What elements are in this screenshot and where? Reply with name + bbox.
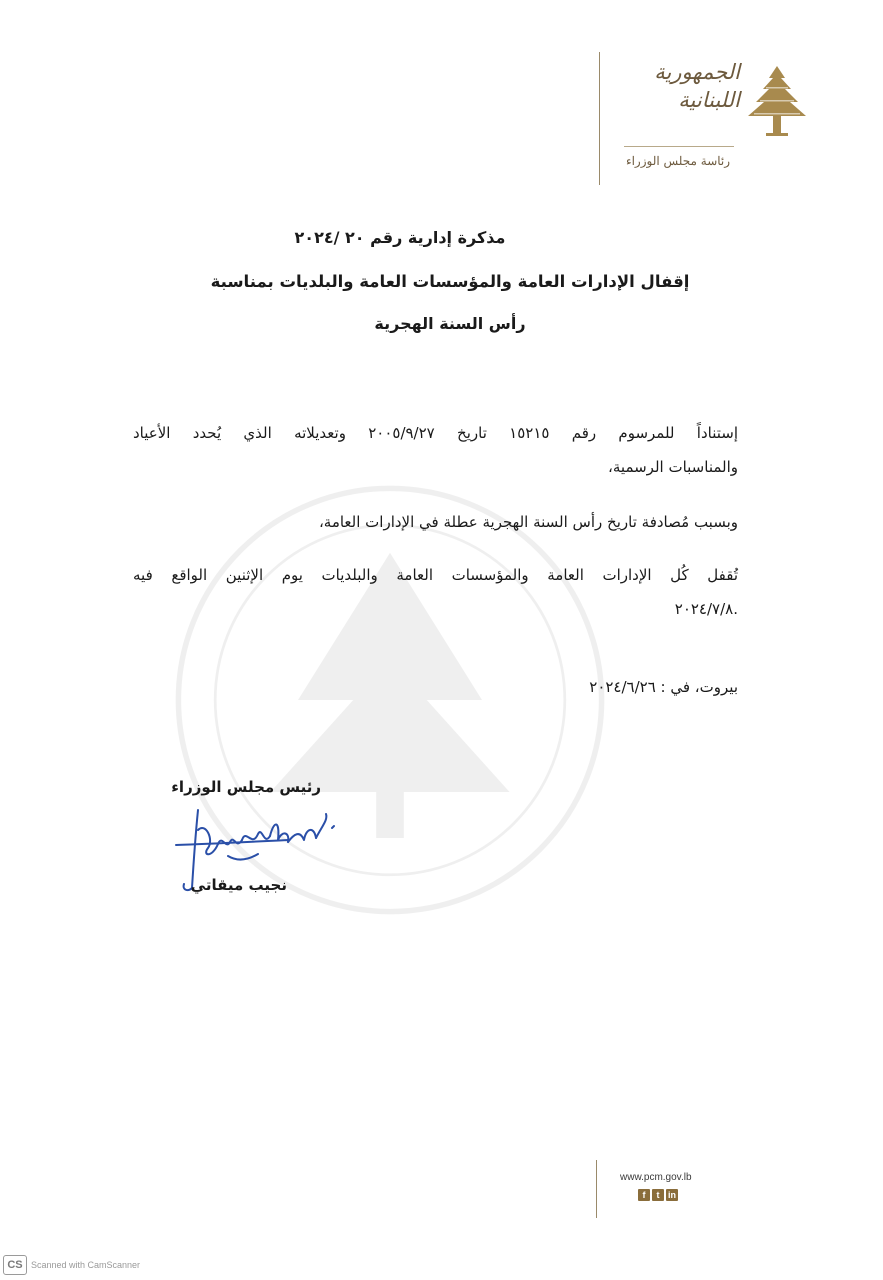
memo-subject-line2: رأس السنة الهجرية [374, 314, 526, 333]
paragraph-1-line1: إستناداً للمرسوم رقم ١٥٢١٥ تاريخ ٢٠٠٥/٩/٢٧ وتعديلاته الذي يُحدد الأعياد [133, 424, 738, 442]
facebook-icon[interactable]: f [638, 1189, 650, 1201]
letterhead [598, 52, 828, 187]
camscanner-logo-icon: CS [3, 1255, 27, 1275]
letterhead-divider [599, 52, 600, 185]
website-link[interactable]: www.pcm.gov.lb [620, 1172, 692, 1183]
signatory-title: رئيس مجلس الوزراء [171, 778, 321, 796]
linkedin-icon[interactable]: in [668, 1190, 676, 1200]
footer-divider [596, 1160, 597, 1218]
place-date-line: بيروت، في : ٢٠٢٤/٦/٢٦ [589, 678, 738, 696]
paragraph-3-line1: تُقفل كُل الإدارات العامة والمؤسسات العامة والبلديات يوم الإثنين الواقع فيه [133, 566, 738, 584]
paragraph-1-line2: والمناسبات الرسمية، [608, 458, 738, 476]
cedar-tree-icon [738, 64, 816, 138]
paragraph-2: وبسبب مُصادفة تاريخ رأس السنة الهجرية عطلة في الإدارات العامة، [318, 513, 738, 531]
twitter-icon[interactable]: t [652, 1189, 664, 1201]
social-links [638, 1189, 678, 1201]
camscanner-watermark [3, 1255, 140, 1275]
signatory-name: نجيب ميقاتي [190, 876, 287, 894]
letterhead-rule [624, 146, 734, 147]
memo-title: مذكرة إدارية رقم ٢٠ /٢٠٢٤ [294, 228, 506, 247]
camscanner-note: Scanned with CamScanner [31, 1260, 141, 1270]
republic-title: الجمهورية اللبنانية [654, 60, 740, 112]
office-name: رئاسة مجلس الوزراء [625, 154, 731, 168]
paragraph-3-line2: ٢٠٢٤/٧/٨. [674, 600, 738, 618]
memo-subject-line1: إقفال الإدارات العامة والمؤسسات العامة والبلديات بمناسبة [210, 272, 690, 291]
